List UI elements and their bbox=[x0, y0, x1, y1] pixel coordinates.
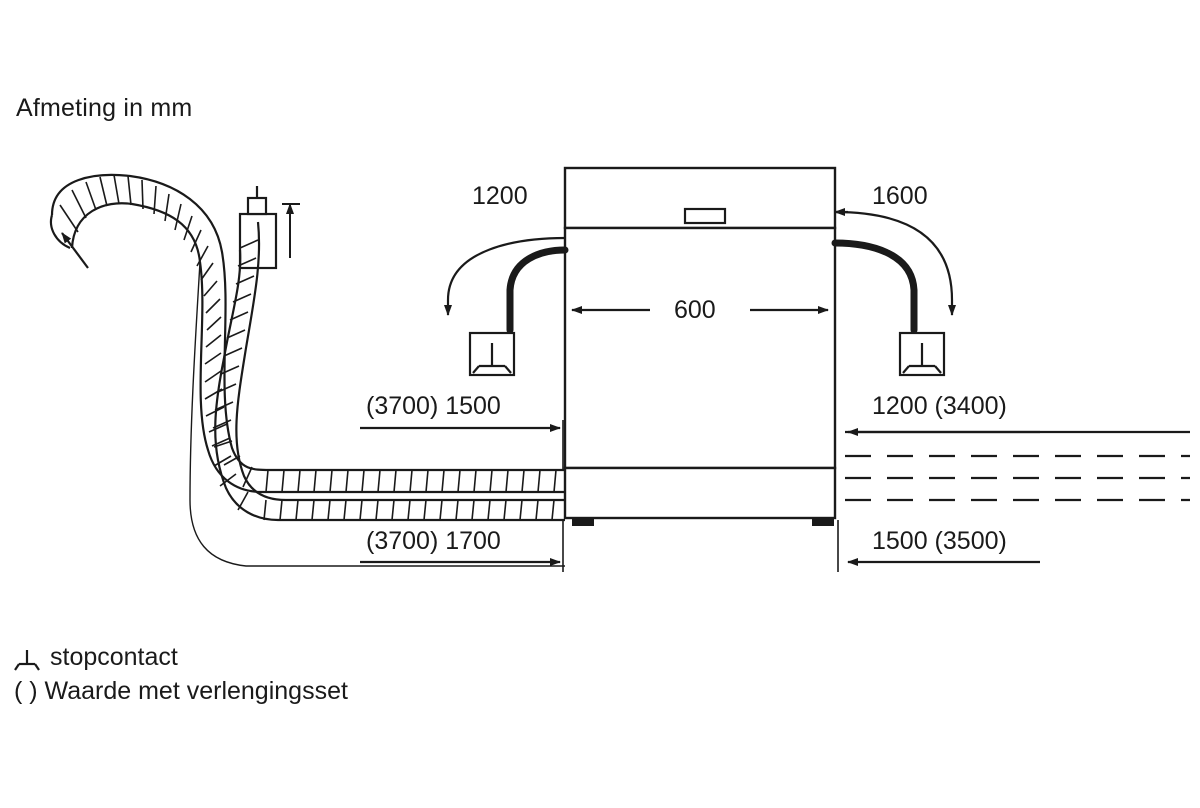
label-right-supply-lower: 1500 (3500) bbox=[872, 527, 1007, 555]
left-hose-upper-dimension bbox=[360, 420, 563, 470]
right-socket-dimension-1600 bbox=[835, 212, 952, 315]
right-supply-lines bbox=[845, 432, 1190, 500]
label-left-hose-lower: (3700) 1700 bbox=[366, 527, 501, 555]
legend-item-socket bbox=[14, 640, 348, 674]
right-power-cord bbox=[835, 243, 914, 330]
legend-label-socket: stopcontact bbox=[50, 643, 178, 671]
label-right-supply-upper: 1200 (3400) bbox=[872, 392, 1007, 420]
socket-icon-left bbox=[470, 333, 514, 375]
socket-icon-right bbox=[900, 333, 944, 375]
legend bbox=[14, 640, 348, 708]
label-left-hose-upper: (3700) 1500 bbox=[366, 392, 501, 420]
page-title: Afmeting in mm bbox=[16, 94, 193, 122]
label-right-socket-1600: 1600 bbox=[872, 182, 928, 210]
socket-icon bbox=[14, 646, 40, 672]
drain-hose-assembly bbox=[0, 0, 565, 566]
appliance-outline bbox=[565, 168, 835, 526]
left-power-cord bbox=[510, 250, 565, 330]
label-left-socket-1200: 1200 bbox=[472, 182, 528, 210]
label-appliance-width-600: 600 bbox=[674, 296, 716, 324]
legend-label-extension: ( ) Waarde met verlengingsset bbox=[14, 677, 348, 705]
legend-item-extension bbox=[14, 674, 348, 708]
